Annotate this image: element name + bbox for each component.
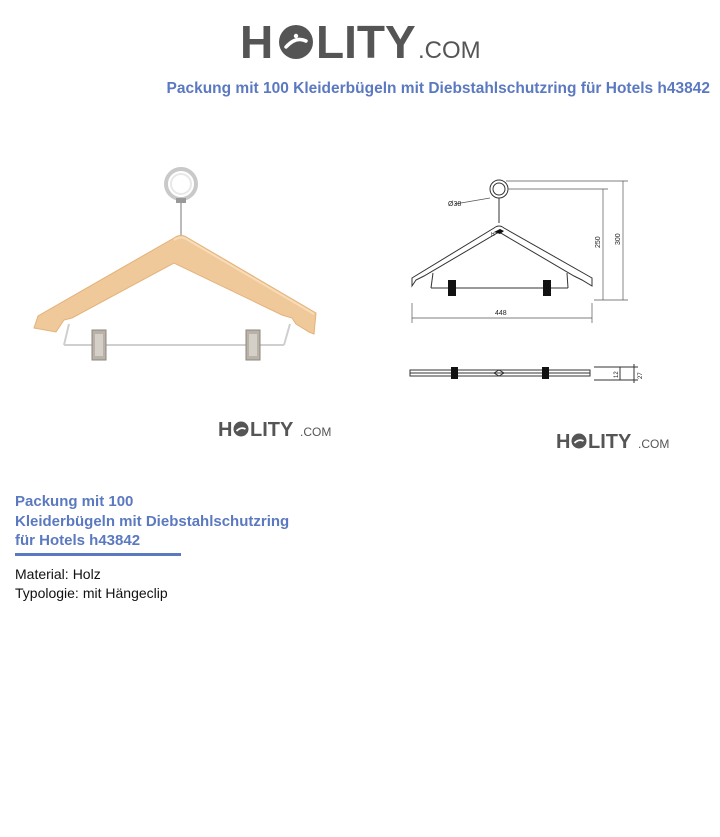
svg-text:H: H: [218, 419, 233, 441]
spec-material: [15, 566, 101, 582]
hook-height-label: 250: [595, 236, 602, 248]
right-clip: [246, 330, 260, 360]
spec-label: Material:: [15, 566, 69, 582]
total-height-label: 300: [615, 233, 622, 245]
spec-value: Holz: [72, 566, 101, 582]
page-title: Packung mit 100 Kleiderbügeln mit Diebstahlschutzring für Hotels h43842: [166, 80, 710, 97]
product-title-line: Kleiderbügeln mit Diebstahlschutzring: [15, 512, 290, 530]
ring-diameter-label: Ø38: [448, 201, 462, 208]
svg-text:LITY: LITY: [250, 419, 294, 441]
depth-outer-label: 27: [638, 372, 644, 379]
photo-watermark-logo: [218, 416, 338, 442]
logo-mark: H: [491, 232, 495, 238]
technical-drawing: [398, 168, 653, 393]
spec-typology: [15, 585, 168, 601]
width-label: 448: [495, 310, 507, 317]
hanger-circle-icon: [279, 25, 313, 59]
anti-theft-ring-icon: [166, 169, 196, 199]
svg-text:H: H: [240, 16, 274, 68]
spec-label: Typologie:: [15, 585, 79, 601]
depth-inner-label: 12: [614, 371, 620, 378]
svg-text:LITY: LITY: [588, 431, 632, 453]
product-photo: [24, 158, 334, 373]
svg-text:H: H: [556, 431, 571, 453]
svg-text:LITY: LITY: [316, 16, 416, 68]
product-title: [15, 492, 335, 551]
title-divider: [15, 553, 181, 556]
brand-logo: [240, 14, 500, 70]
svg-text:.COM: .COM: [638, 437, 670, 451]
svg-text:.COM: .COM: [300, 425, 332, 439]
drawing-watermark-logo: [556, 428, 676, 454]
left-clip: [92, 330, 106, 360]
product-title-line: Packung mit 100: [15, 493, 134, 510]
spec-value: mit Hängeclip: [82, 585, 168, 601]
svg-text:.COM: .COM: [418, 37, 481, 64]
product-title-line: für Hotels h43842: [15, 532, 141, 549]
